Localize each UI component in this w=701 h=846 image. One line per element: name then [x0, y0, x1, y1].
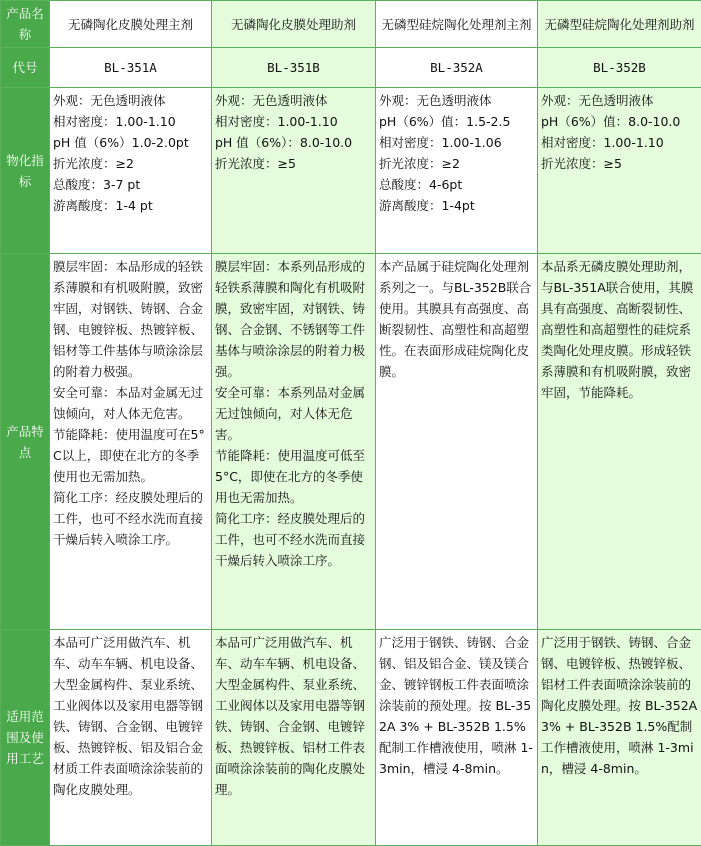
property-line: 总酸度：3-7 pt	[53, 174, 208, 195]
feature-paragraph: 本产品属于硅烷陶化处理剂系列之一。与BL-352B联合使用。其膜具有高强度、高断裂韧性、高塑性和高超塑性。在表面形成硅烷陶化皮膜。	[379, 256, 534, 382]
label-properties: 物化指标	[1, 88, 50, 254]
property-line: 游离酸度：1-4 pt	[53, 195, 208, 216]
property-line: 折光浓度：≥5	[541, 153, 698, 174]
property-line: pH（6%）值：1.5-2.5	[379, 111, 534, 132]
label-features: 产品特点	[1, 254, 50, 630]
properties-cell-4	[538, 88, 701, 254]
feature-paragraph: 节能降耗：使用温度可在5°C以上，即使在北方的冬季使用也无需加热。	[53, 424, 208, 487]
feature-paragraph: 简化工序：经皮膜处理后的工件，也可不经水洗而直接干燥后转入喷涂工序。	[215, 508, 372, 571]
label-product-name: 产品名称	[1, 1, 50, 48]
property-line: pH 值（6%）1.0-2.0pt	[53, 132, 208, 153]
row-features	[1, 254, 701, 630]
row-properties	[1, 88, 701, 254]
property-line: 相对密度：1.00-1.10	[53, 111, 208, 132]
product-code-4: BL-352B	[538, 48, 701, 88]
feature-paragraph: 膜层牢固：本系列品形成的轻铁系薄膜和陶化有机吸附膜，致密牢固，对钢铁、铸钢、合金钢、不锈钢等工件基体与喷涂涂层的附着力极强。	[215, 256, 372, 382]
label-code: 代号	[1, 48, 50, 88]
feature-paragraph: 简化工序：经皮膜处理后的工件，也可不经水洗而直接干燥后转入喷涂工序。	[53, 487, 208, 550]
product-code-1: BL-351A	[50, 48, 212, 88]
property-line: 外观：无色透明液体	[53, 90, 208, 111]
row-product-code	[1, 48, 701, 88]
property-line: pH 值（6%）：8.0-10.0	[215, 132, 372, 153]
property-line: 折光浓度：≥2	[53, 153, 208, 174]
usage-cell-1: 本品可广泛用做汽车、机车、动车车辆、机电设备、大型金属构件、泵业系统、工业阀体以及家用电器等钢铁、铸钢、合金钢、电镀锌板、热镀锌板、铝及铝合金材质工件表面喷涂涂装前的陶化皮膜处理。	[50, 630, 212, 846]
product-name-2: 无磷陶化皮膜处理助剂	[212, 1, 376, 48]
feature-paragraph: 安全可靠：本系列品对金属无过蚀倾向，对人体无危害。	[215, 382, 372, 445]
usage-cell-3: 广泛用于钢铁、铸钢、合金钢、铝及铝合金、镁及镁合金、镀锌钢板工件表面喷涂涂装前的预处理。按 BL-352A 3% + BL-352B 1.5%配制工作槽液使用，喷淋 1-3min，槽浸 4-8min。	[376, 630, 538, 846]
usage-cell-2: 本品可广泛用做汽车、机车、动车车辆、机电设备、大型金属构件、泵业系统、工业阀体以及家用电器等钢铁、铸钢、合金钢、电镀锌板、热镀锌板、铝材工件表面喷涂涂装前的陶化皮膜处理。	[212, 630, 376, 846]
property-line: 相对密度：1.00-1.10	[215, 111, 372, 132]
property-line: 折光浓度：≥5	[215, 153, 372, 174]
property-line: pH（6%）值：8.0-10.0	[541, 111, 698, 132]
property-line: 总酸度：4-6pt	[379, 174, 534, 195]
product-code-2: BL-351B	[212, 48, 376, 88]
product-name-3: 无磷型硅烷陶化处理剂主剂	[376, 1, 538, 48]
properties-cell-3	[376, 88, 538, 254]
property-line: 游离酸度：1-4pt	[379, 195, 534, 216]
property-line: 相对密度：1.00-1.10	[541, 132, 698, 153]
feature-paragraph: 节能降耗：使用温度可低至5°C，即使在北方的冬季使用也无需加热。	[215, 445, 372, 508]
property-line: 外观：无色透明液体	[215, 90, 372, 111]
feature-paragraph: 膜层牢固：本品形成的轻铁系薄膜和有机吸附膜，致密牢固，对钢铁、铸钢、合金钢、电镀锌板、热镀锌板、铝材等工件基体与喷涂涂层的附着力极强。	[53, 256, 208, 382]
product-name-4: 无磷型硅烷陶化处理剂助剂	[538, 1, 701, 48]
property-line: 外观：无色透明液体	[541, 90, 698, 111]
product-name-1: 无磷陶化皮膜处理主剂	[50, 1, 212, 48]
product-code-3: BL-352A	[376, 48, 538, 88]
feature-paragraph: 本品系无磷皮膜处理助剂，与BL-351A联合使用，其膜具有高强度、高断裂韧性、高塑性和高超塑性的硅烷系类陶化处理皮膜。形成轻铁系薄膜和有机吸附膜，致密牢固，节能降耗。	[541, 256, 698, 403]
usage-cell-4: 广泛用于钢铁、铸钢、合金钢、电镀锌板、热镀锌板、铝材工件表面喷涂涂装前的陶化皮膜处理。按 BL-352A 3% + BL-352B 1.5%配制工作槽液使用，喷淋 1-3min，槽浸 4-8min。	[538, 630, 701, 846]
property-line: 折光浓度：≥2	[379, 153, 534, 174]
feature-paragraph: 安全可靠：本品对金属无过蚀倾向，对人体无危害。	[53, 382, 208, 424]
properties-cell-1	[50, 88, 212, 254]
property-line: 外观：无色透明液体	[379, 90, 534, 111]
label-usage: 适用范围及使用工艺	[1, 630, 50, 846]
row-product-name	[1, 1, 701, 48]
properties-cell-2	[212, 88, 376, 254]
property-line: 相对密度：1.00-1.06	[379, 132, 534, 153]
row-usage	[1, 630, 701, 846]
features-cell-3	[376, 254, 538, 630]
features-cell-2	[212, 254, 376, 630]
features-cell-4	[538, 254, 701, 630]
features-cell-1	[50, 254, 212, 630]
